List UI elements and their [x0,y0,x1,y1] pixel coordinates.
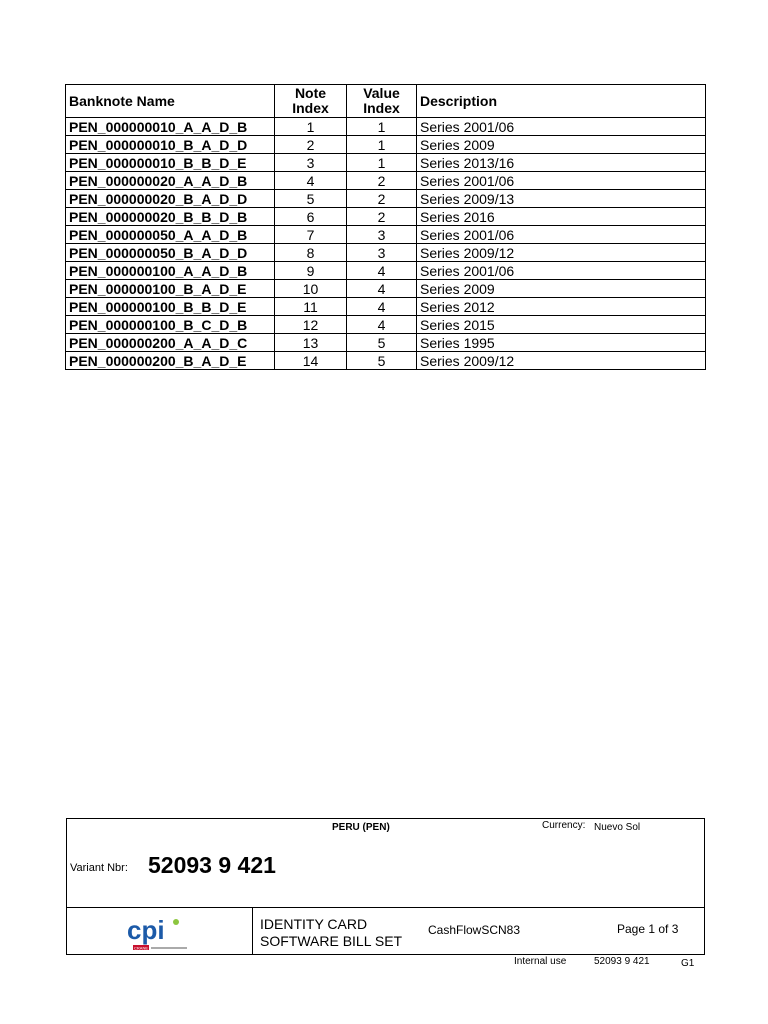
header-note-index: Note Index [275,85,347,118]
note-index-cell: 3 [275,154,347,172]
value-index-cell: 5 [347,352,417,370]
table-row [66,352,706,370]
banknote-name-cell: PEN_000000020_B_B_D_B [66,208,275,226]
variant-number: 52093 9 421 [148,852,276,878]
cpi-logo [125,915,195,955]
table-row [66,136,706,154]
value-index-cell: 4 [347,298,417,316]
table-header-row [66,85,706,118]
logo-text: cpi [127,915,165,945]
banknote-name-cell: PEN_000000100_A_A_D_B [66,262,275,280]
value-index-cell: 2 [347,172,417,190]
note-index-cell: 9 [275,262,347,280]
table-row [66,190,706,208]
description-cell: Series 2015 [417,316,706,334]
banknote-name-cell: PEN_000000050_A_A_D_B [66,226,275,244]
internal-use-label: Internal use [514,956,567,967]
value-index-cell: 4 [347,280,417,298]
table-row [66,262,706,280]
table-row [66,298,706,316]
footer-box [66,818,705,955]
note-index-cell: 2 [275,136,347,154]
cpi-logo-icon [125,915,195,955]
table-row [66,154,706,172]
description-cell: Series 1995 [417,334,706,352]
value-index-cell: 1 [347,154,417,172]
description-cell: Series 2013/16 [417,154,706,172]
description-cell: Series 2009 [417,136,706,154]
table-row [66,244,706,262]
header-banknote-name: Banknote Name [66,85,275,118]
note-index-cell: 7 [275,226,347,244]
page-info: Page 1 of 3 [617,922,679,936]
footer-vertical-divider [252,907,253,954]
header-description: Description [417,85,706,118]
banknote-name-cell: PEN_000000100_B_C_D_B [66,316,275,334]
table-row [66,226,706,244]
logo-dot-icon [173,919,179,925]
grade-label: G1 [681,958,695,969]
footer-divider [67,907,704,908]
note-index-cell: 4 [275,172,347,190]
banknote-name-cell: PEN_000000100_B_B_D_E [66,298,275,316]
table-row [66,280,706,298]
logo-subtext: CRANE [134,945,149,951]
description-cell: Series 2009/12 [417,244,706,262]
note-index-cell: 10 [275,280,347,298]
banknote-name-cell: PEN_000000020_B_A_D_D [66,190,275,208]
note-index-cell: 8 [275,244,347,262]
note-index-cell: 13 [275,334,347,352]
table-row [66,316,706,334]
currency-label: Currency: [542,820,586,831]
note-index-cell: 6 [275,208,347,226]
note-index-cell: 14 [275,352,347,370]
description-cell: Series 2012 [417,298,706,316]
description-cell: Series 2009/13 [417,190,706,208]
note-index-cell: 12 [275,316,347,334]
banknote-name-cell: PEN_000000050_B_A_D_D [66,244,275,262]
note-index-cell: 11 [275,298,347,316]
currency-value: Nuevo Sol [594,822,641,833]
software-name: CashFlowSCN83 [428,923,521,937]
product-line-1: IDENTITY CARD [260,916,368,932]
description-cell: Series 2009/12 [417,352,706,370]
table-body [66,118,706,370]
country-label: PERU (PEN) [332,822,390,833]
banknote-table [65,84,706,370]
banknote-name-cell: PEN_000000010_B_B_D_E [66,154,275,172]
value-index-cell: 4 [347,262,417,280]
value-index-cell: 2 [347,208,417,226]
table-row [66,118,706,136]
banknote-name-cell: PEN_000000010_A_A_D_B [66,118,275,136]
product-line-2: SOFTWARE BILL SET [260,933,403,949]
description-cell: Series 2001/06 [417,172,706,190]
banknote-name-cell: PEN_000000010_B_A_D_D [66,136,275,154]
value-index-cell: 3 [347,244,417,262]
banknote-name-cell: PEN_000000100_B_A_D_E [66,280,275,298]
description-cell: Series 2009 [417,280,706,298]
value-index-cell: 5 [347,334,417,352]
value-index-cell: 4 [347,316,417,334]
description-cell: Series 2016 [417,208,706,226]
header-value-index: Value Index [347,85,417,118]
value-index-cell: 1 [347,118,417,136]
description-cell: Series 2001/06 [417,118,706,136]
table-row [66,334,706,352]
description-cell: Series 2001/06 [417,226,706,244]
value-index-cell: 2 [347,190,417,208]
table-row [66,208,706,226]
table-row [66,172,706,190]
variant-number-small: 52093 9 421 [594,956,650,967]
banknote-name-cell: PEN_000000200_B_A_D_E [66,352,275,370]
value-index-cell: 3 [347,226,417,244]
note-index-cell: 1 [275,118,347,136]
variant-label: Variant Nbr: [70,862,128,874]
description-cell: Series 2001/06 [417,262,706,280]
note-index-cell: 5 [275,190,347,208]
value-index-cell: 1 [347,136,417,154]
banknote-name-cell: PEN_000000020_A_A_D_B [66,172,275,190]
banknote-name-cell: PEN_000000200_A_A_D_C [66,334,275,352]
